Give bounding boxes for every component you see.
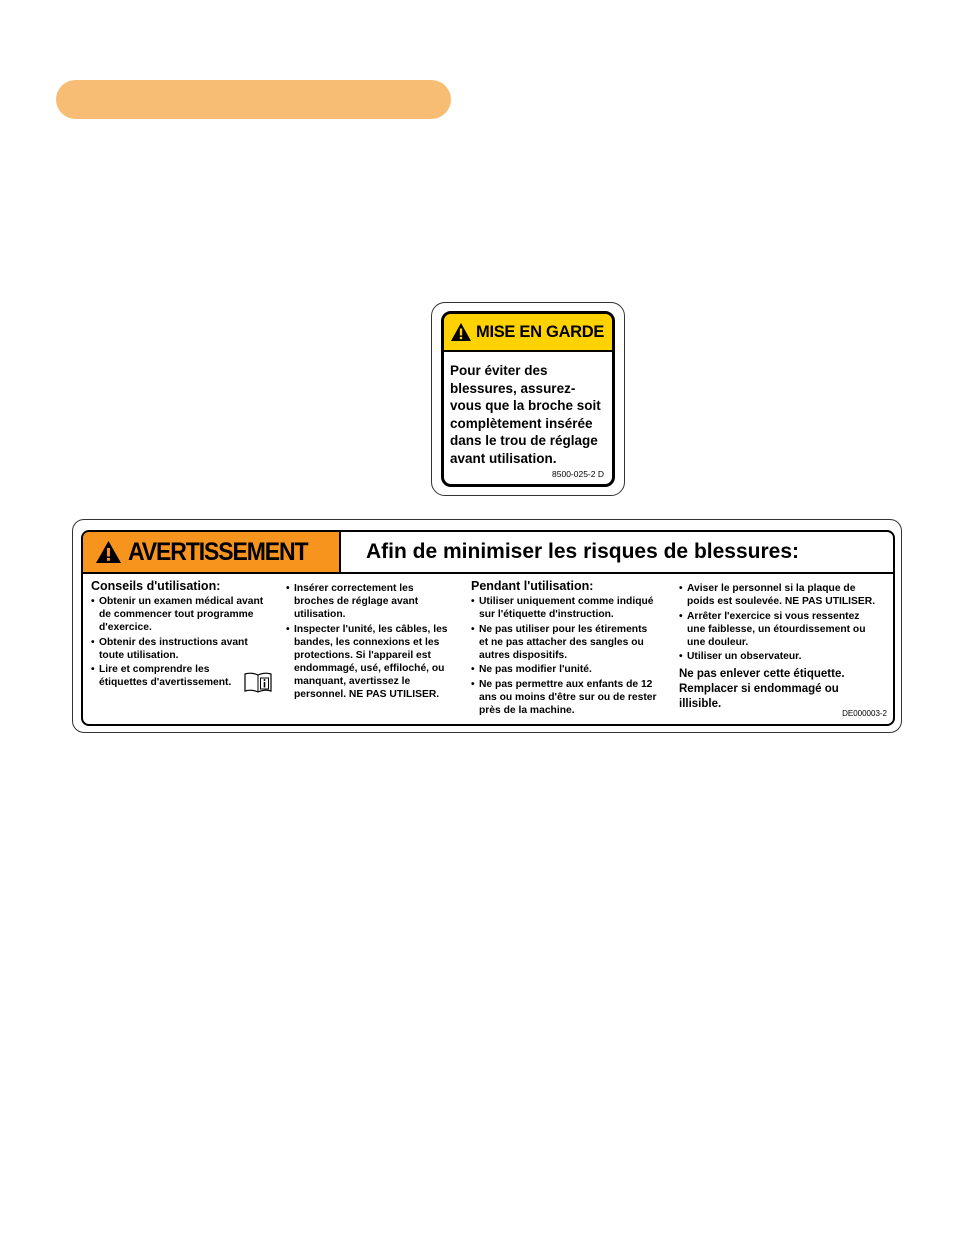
warning-column-4 [679,582,891,712]
warning-part-number: DE000003-2 [842,709,887,718]
caution-label-frame [441,311,615,487]
list-item: • Aviser le personnel si la plaque de poids est soulevée. NE PAS UTILISER. [679,582,891,608]
list-item: • Obtenir des instructions avant toute utilisation. [91,636,286,662]
warning-triangle-icon [450,322,472,342]
list-item: • Utiliser un observateur. [679,650,891,663]
list-item: • Utiliser uniquement comme indiqué sur l'étiquette d'instruction. [471,595,681,621]
warning-label-header [83,532,893,574]
warning-column-2 [286,582,466,702]
section-header-banner [56,80,451,119]
caution-title: MISE EN GARDE [476,322,605,341]
warning-triangle-icon [95,540,122,564]
list-item: • Obtenir un examen médical avant de commencer tout programme d'exercice. [91,595,286,634]
warning-label-frame [81,530,895,726]
list-item: • Inspecter l'unité, les câbles, les bandes, les connexions et les protections. Si l'appareil est endommagé, usé, effiloché, ou manquant, avertissez le personnel. NE PAS UTILISER. [286,623,466,701]
caution-label-header [444,314,612,352]
list-item: • Arrêter l'exercice si vous ressentez une faiblesse, un étourdissement ou une douleur. [679,610,891,649]
column-heading: Conseils d'utilisation: [91,579,221,593]
list-item: • Lire et comprendre les étiquettes d'avertissement. [91,663,286,689]
warning-title: AVERTISSEMENT [128,537,308,566]
warning-label [72,519,902,733]
warning-column-3 [471,580,681,718]
column-heading: Pendant l'utilisation: [471,579,594,593]
list-item: • Insérer correctement les broches de réglage avant utilisation. [286,582,466,621]
warning-body [83,574,893,724]
do-not-remove-note: Ne pas enlever cette étiquette. Remplacer si endommagé ou illisible. [679,668,845,710]
list-item: • Ne pas modifier l'unité. [471,663,681,676]
caution-text: Pour éviter des blessures, assurez- vous que la broche soit complètement insérée dans le trou de réglage avant utilisation. [450,363,601,466]
caution-part-number: 8500-025-2 D [552,469,604,479]
warning-tag [83,532,341,572]
info-manual-icon [243,671,273,693]
caution-label [431,302,625,496]
list-item: • Ne pas utiliser pour les étirements et ne pas attacher des sangles ou autres dispositifs. [471,623,681,662]
warning-heading: Afin de minimiser les risques de blessures: [366,540,799,563]
list-item: • Ne pas permettre aux enfants de 12 ans ou moins d'être sur ou de rester près de la machine. [471,678,681,717]
